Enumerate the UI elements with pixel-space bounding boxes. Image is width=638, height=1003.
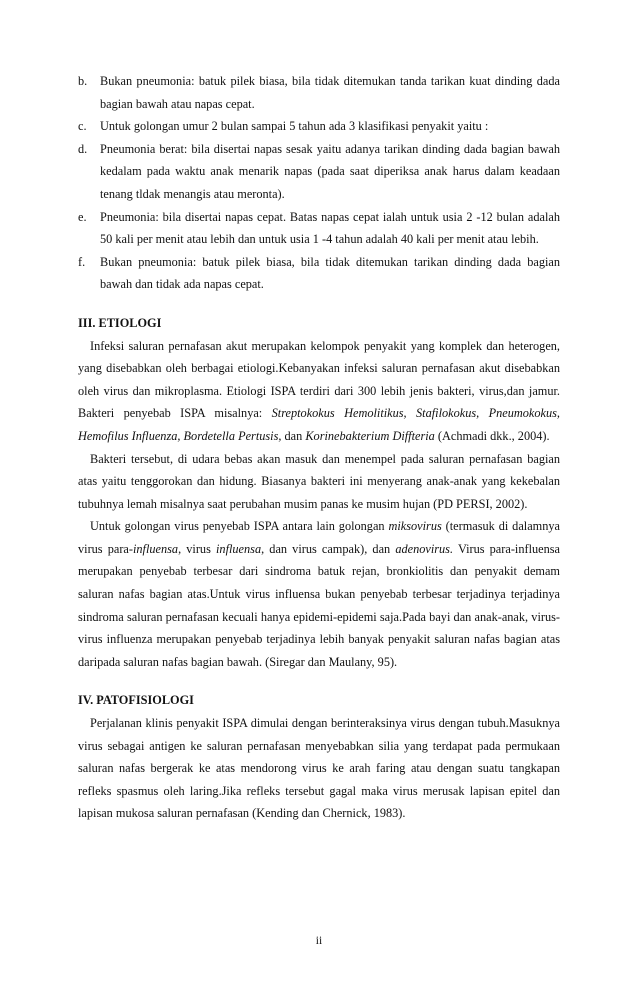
list-marker: f. [78,254,86,269]
list-item-text: Pneumonia: bila disertai napas cepat. Batas napas cepat ialah untuk usia 2 -12 bulan adalah 50 kali per menit atau lebih dan untuk usia 1 -4 tahun adalah 40 kali per menit atau lebih. [100,209,560,247]
italic-span: Streptokokus Hemolitikus, Stafilokokus, Pneumokokus, Hemofilus Influenza, Bordetella Pertusis, [78,406,561,443]
section-heading-patofisiologi: IV. PATOFISIOLOGI [78,693,194,708]
list-item-text: Bukan pneumonia: batuk pilek biasa, bila tidak ditemukan tarikan dinding dada bagian bawah dan tidak ada napas cepat. [100,254,560,292]
list-item [78,115,560,138]
list-item [78,251,560,296]
section-heading-etiologi: III. ETIOLOGI [78,315,162,330]
text-span: , virus [178,541,216,556]
document-page [78,70,560,825]
etiologi-paragraph-2: Bakteri tersebut, di udara bebas akan masuk dan menempel pada saluran pernafasan bagian atas yaitu tenggorokan dan hidung. Biasanya bakteri ini menyerang anak-anak yang kekebalan tubuhnya lemah misalnya saat perubahan musim panas ke musim hujan (PD PERSI, 2002). [78,451,560,511]
text-span: , dan virus campak), dan [261,541,396,556]
list-item [78,206,560,251]
text-span: dan [281,428,306,443]
list-item-text: Pneumonia berat: bila disertai napas sesak yaitu adanya tarikan dinding dada bagian bawah kedalam pada waktu anak menarik napas (pada saat diperiksa anak harus dalam keadaan tenang tldak menangis atau meronta). [100,141,560,201]
list-item [78,70,560,115]
italic-span: adenovirus. [395,541,454,556]
list-marker: e. [78,209,87,224]
list-marker: c. [78,119,87,134]
etiologi-paragraph-1 [78,335,560,448]
text-span: (termasuk di dalamnya virus para- [78,519,560,556]
text-span: Virus para-influensa merupakan penyebab terbesar dari sindroma batuk rejan, bronkiolitis dan penyakit demam saluran nafas bagian atas.Untuk virus influensa bukan penyebab terbesar terjadinya terjadinya sindroma saluran pernafasan kecuali hanya epidemi-epidemi saja.Pada bayi dan anak-anak, virus-virus influenza merupakan penyebab terjadinya lebih banyak penyakit saluran nafas bagian atas daripada saluran nafas bagian bawah. (Siregar dan Maulany, 95). [78,541,560,669]
italic-span: Korinebakterium Diffteria [305,428,435,443]
patofisiologi-paragraph-1: Perjalanan klinis penyakit ISPA dimulai dengan berinteraksinya virus dengan tubuh.Masuknya virus sebagai antigen ke saluran pernafasan menyebabkan silia yang terdapat pada permukaan saluran nafas bergerak ke atas mendorong virus ke arah faring atau dengan suatu tangkapan refleks spasmus oleh laring.Jika refleks tersebut gagal maka virus merusak lapisan epitel dan lapisan mukosa saluran pernafasan (Kending dan Chernick, 1983). [78,716,560,821]
list-item [78,138,560,206]
italic-span: miksovirus [388,519,442,534]
etiologi-paragraph-3 [78,515,560,673]
italic-span: influensa [132,541,179,556]
page-number: ii [315,935,323,947]
italic-span: influensa [216,541,262,556]
list-item-text: Bukan pneumonia: batuk pilek biasa, bila tidak ditemukan tanda tarikan kuat dinding dada bagian bawah atau napas cepat. [100,74,560,111]
list-item-text: Untuk golongan umur 2 bulan sampai 5 tahun ada 3 klasifikasi penyakit yaitu : [100,119,489,134]
text-span: Infeksi saluran pernafasan akut merupakan kelompok penyakit yang komplek dan heterogen, yang disebabkan oleh berbagai etiologi.Kebanyakan infeksi saluran pernafasan akut disebabkan oleh virus dan mikroplasma. Etiologi ISPA terdiri dari 300 lebih jenis bakteri, virus,dan jamur. Bakteri penyebab ISPA misalnya: [78,338,560,421]
text-span: (Achmadi dkk., 2004). [434,428,550,443]
list-marker: d. [78,141,88,156]
list-marker: b. [78,74,88,88]
text-span: Untuk golongan virus penyebab ISPA antara lain golongan [90,519,389,534]
